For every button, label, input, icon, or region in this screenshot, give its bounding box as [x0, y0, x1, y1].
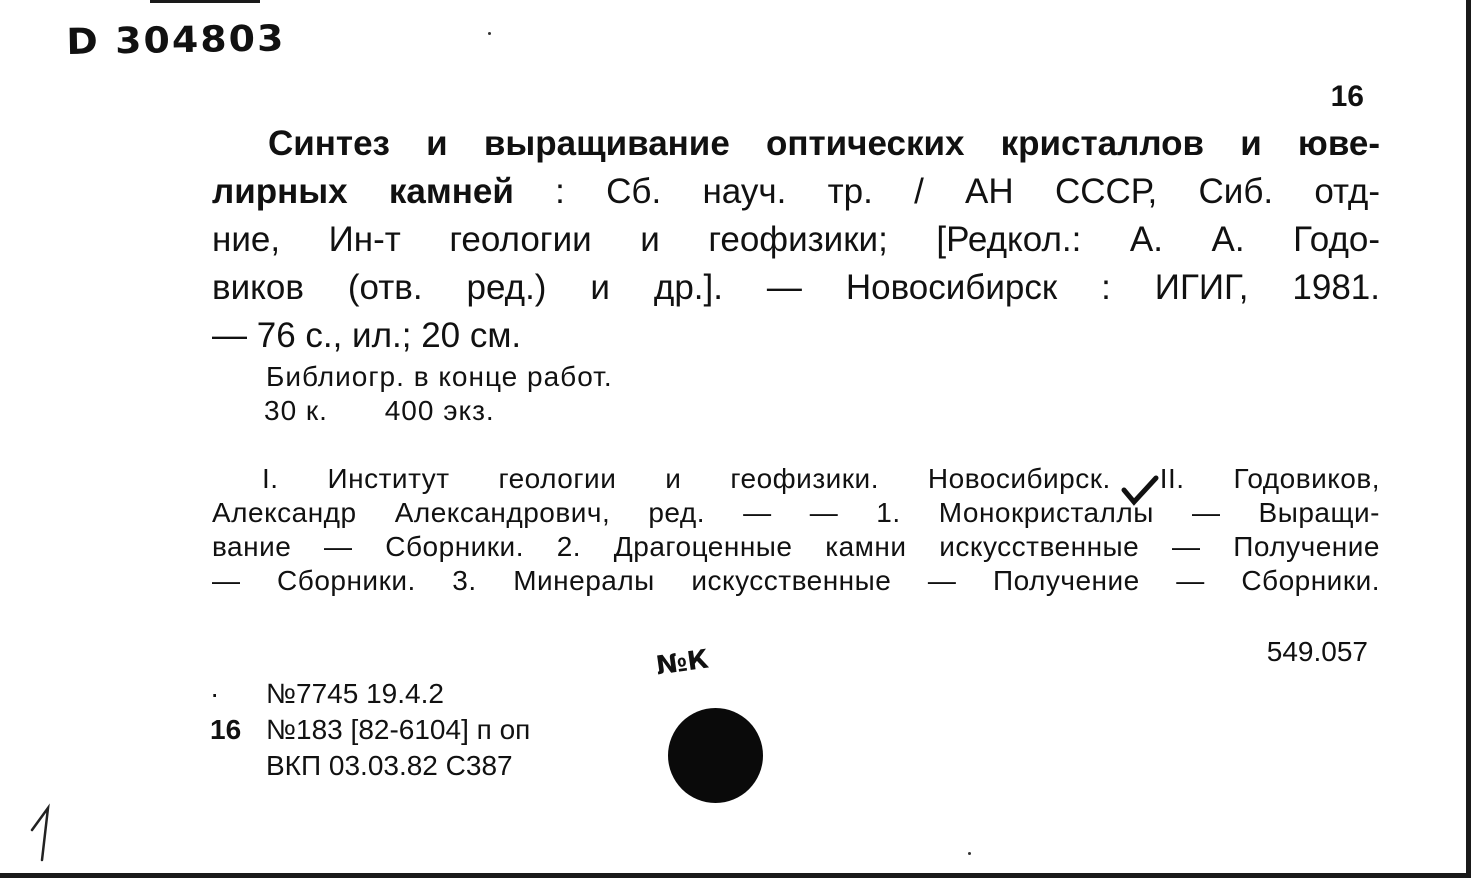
top-edge-mark — [150, 0, 260, 3]
bibliography-note: Библиогр. в конце работ. — [266, 361, 613, 392]
title-line-1: Синтез и выращивание оптических кристаллов и юве- — [268, 124, 1380, 163]
handwritten-numeral — [26, 800, 66, 864]
registration-row-2 — [210, 712, 530, 748]
row-lead: 16 — [210, 714, 242, 745]
handwritten-mark: №К — [654, 644, 711, 682]
row-lead: · — [210, 678, 220, 709]
description-line-5: — 76 с., ил.; 20 см. — [212, 316, 522, 355]
registration-row-3 — [210, 748, 530, 784]
bibliographic-description — [212, 120, 1380, 360]
description-line-4: виков (отв. ред.) и др.]. — Новосибирск : ИГИГ, 1981. — [212, 268, 1380, 307]
tracings-block — [212, 462, 1380, 598]
title-line-2-rest: : Сб. науч. тр. / АН СССР, Сиб. отд- — [513, 172, 1380, 211]
tracing-line-4: — Сборники. 3. Минералы искусственные — Получение — Сборники. — [212, 565, 1380, 596]
inventory-stamp-number: D 304803 — [66, 18, 286, 63]
price-copies-line — [266, 394, 613, 428]
tracing-line-1: I. Институт геологии и геофизики. Новосибирск. II. Годовиков, — [262, 463, 1380, 494]
registration-row-1 — [210, 676, 530, 712]
speck — [488, 32, 491, 35]
row-text: №7745 19.4.2 — [266, 678, 444, 709]
row-text: ВКП 03.03.82 С387 — [266, 750, 513, 781]
black-dot-marker — [668, 708, 763, 803]
price: 30 к. — [264, 395, 328, 426]
title-line-2 — [212, 168, 1380, 216]
row-text: №183 [82-6104] п оп — [266, 714, 531, 745]
corner-number: 16 — [1330, 80, 1364, 113]
description-line-3: ние, Ин-т геологии и геофизики; [Редкол.: А. А. Годо- — [212, 220, 1380, 259]
speck — [968, 852, 971, 855]
notes-block — [266, 360, 613, 428]
tracing-line-3: вание — Сборники. 2. Драгоценные камни искусственные — Получение — [212, 531, 1380, 562]
title-line-2-bold: лирных камней — [212, 172, 514, 211]
copies: 400 экз. — [384, 395, 495, 426]
check-mark-icon — [1120, 474, 1160, 510]
udc-code: 549.057 — [1266, 636, 1368, 667]
tracing-line-2: Александр Александрович, ред. — — 1. Монокристаллы — Выращи- — [212, 497, 1380, 528]
registration-block — [210, 676, 530, 784]
